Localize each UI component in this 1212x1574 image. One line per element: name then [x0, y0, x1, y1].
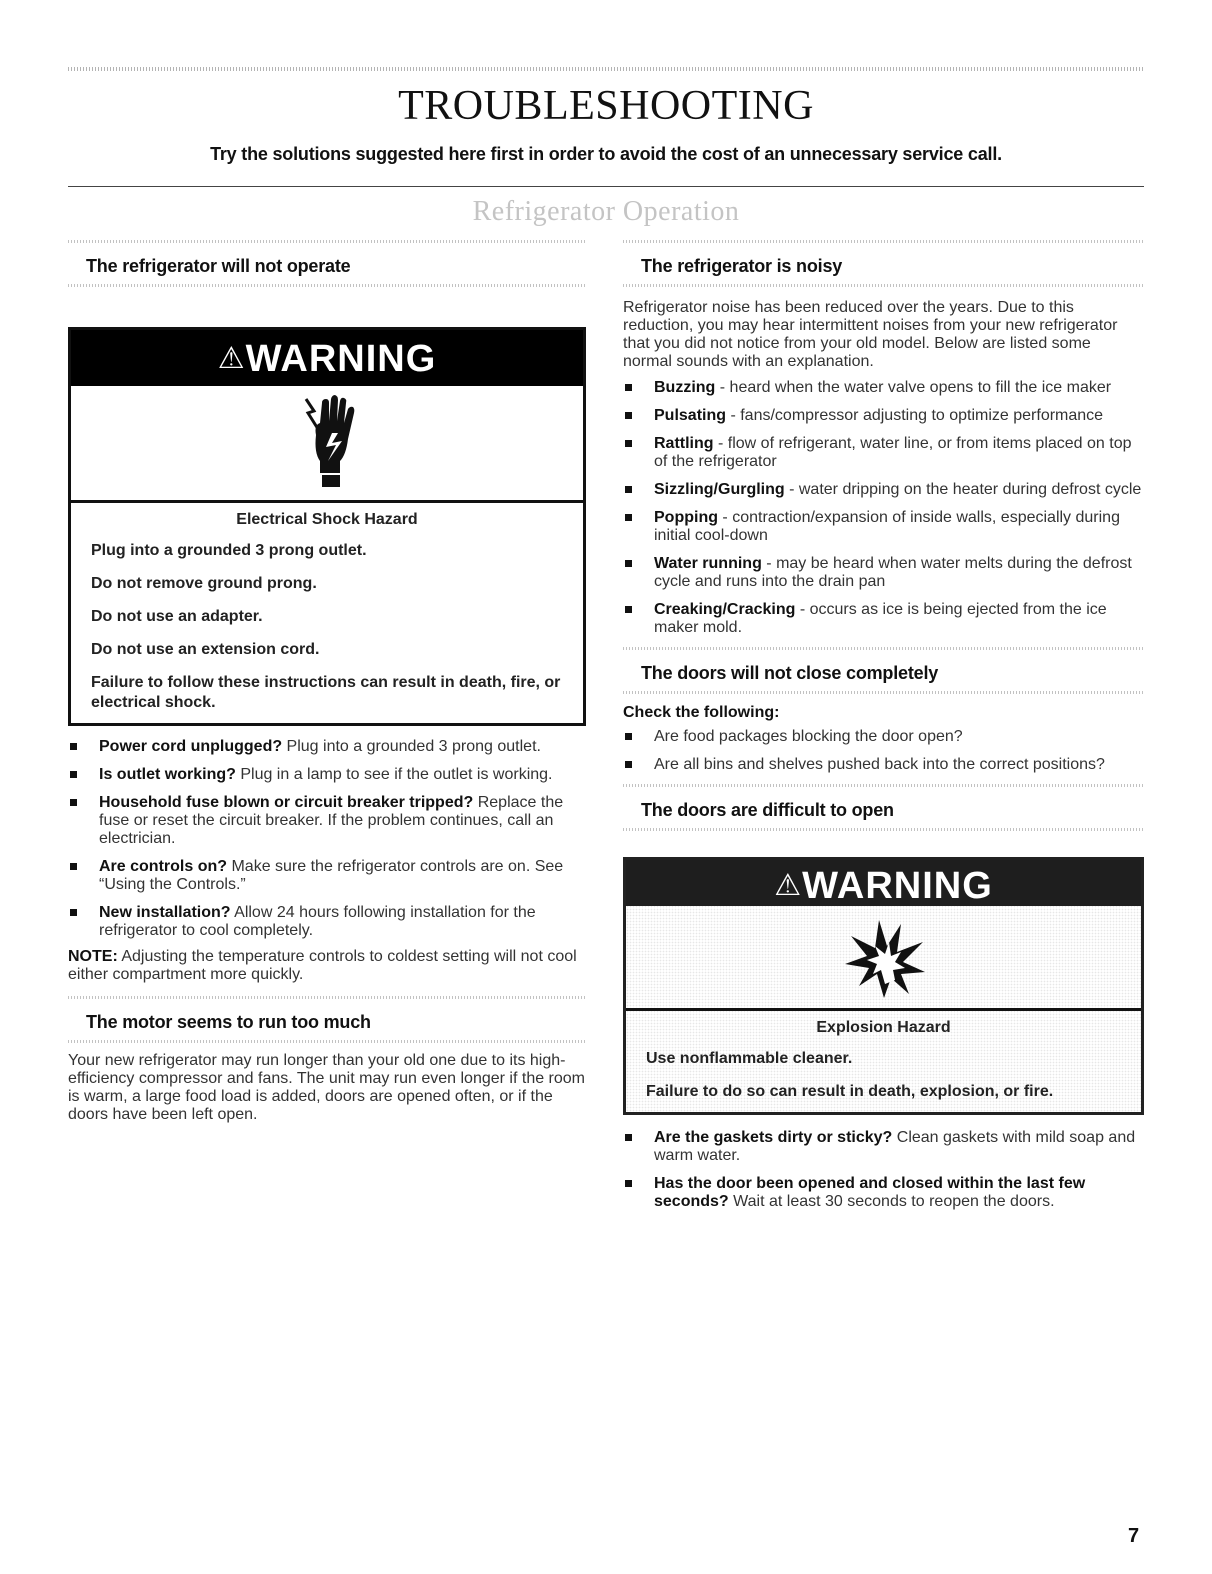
warning-line: Do not use an extension cord. [91, 641, 320, 658]
noise-list [623, 379, 1144, 637]
warning-line: Failure to follow these instructions can result in death, fire, or electrical shock. [91, 674, 561, 711]
noisy-intro: Refrigerator noise has been reduced over the years. Due to this reduction, you may hear intermittent noises from your new refrigerator that you did not notice from your old model. Below are listed some normal sounds with an explanation. [623, 299, 1118, 370]
list-item: Has the door been opened and closed within the last few seconds? Wait at least 30 seconds to reopen the doors. [623, 1175, 1144, 1211]
motor-runs-text: Your new refrigerator may run longer than your old one due to its high-efficiency compressor and fans. The unit may run even longer if the room is warm, a large food load is added, doors are opened often, or if the doors have been left open. [68, 1052, 586, 1123]
note: NOTE: Adjusting the temperature controls to coldest setting will not cool either compartment more quickly. [68, 948, 577, 983]
warning-triangle-icon: ⚠ [774, 869, 803, 902]
section-rule [623, 284, 1144, 287]
list-item: Household fuse blown or circuit breaker tripped? Replace the fuse or reset the circuit breaker. If the problem continues, call an electrician. [68, 794, 586, 848]
list-item: Popping - contraction/expansion of inside walls, especially during initial cool-down [623, 509, 1144, 545]
explosion-icon [626, 906, 1141, 1011]
warning-line: Do not remove ground prong. [91, 575, 317, 592]
warning-triangle-icon: ⚠ [217, 342, 246, 375]
section-rule [68, 284, 586, 287]
will-not-operate-list [68, 738, 586, 940]
section-rule [623, 691, 1144, 694]
list-item: Are food packages blocking the door open? [623, 728, 1144, 746]
list-item: New installation? Allow 24 hours following installation for the refrigerator to cool completely. [68, 904, 586, 940]
section-title-doors-not-close: The doors will not close completely [641, 663, 939, 683]
list-item: Water running - may be heard when water melts during the defrost cycle and runs into the drain pan [623, 555, 1144, 591]
page-number: 7 [1128, 1525, 1140, 1547]
doors-difficult-list [623, 1129, 1144, 1211]
list-item: Is outlet working? Plug in a lamp to see if the outlet is working. [68, 766, 586, 784]
list-item: Are controls on? Make sure the refrigerator controls are on. See “Using the Controls.” [68, 858, 586, 894]
right-column [623, 240, 1144, 1221]
top-hatch-rule [68, 67, 1144, 71]
page-intro: Try the solutions suggested here first in order to avoid the cost of an unnecessary service call. [210, 144, 1002, 164]
page-title: TROUBLESHOOTING [398, 83, 814, 129]
list-item: Are all bins and shelves pushed back into the correct positions? [623, 756, 1144, 774]
left-column [68, 240, 586, 1124]
intro-divider [68, 186, 1144, 187]
list-item: Are the gaskets dirty or sticky? Clean gaskets with mild soap and warm water. [623, 1129, 1144, 1165]
section-title-doors-difficult: The doors are difficult to open [641, 800, 894, 820]
electrical-shock-warning [68, 327, 586, 726]
section-rule [68, 240, 586, 243]
hazard-title: Electrical Shock Hazard [236, 511, 418, 528]
electric-shock-hand-icon [71, 386, 583, 503]
warning-line: Failure to do so can result in death, explosion, or fire. [646, 1083, 1054, 1100]
section-rule [623, 784, 1144, 787]
section-heading: Refrigerator Operation [472, 196, 740, 227]
list-item: Buzzing - heard when the water valve opens to fill the ice maker [623, 379, 1144, 397]
warning-banner [71, 330, 583, 386]
section-rule [623, 647, 1144, 650]
doors-not-close-list [623, 728, 1144, 774]
section-rule [68, 996, 586, 999]
hazard-title: Explosion Hazard [816, 1019, 951, 1036]
section-title-will-not-operate: The refrigerator will not operate [86, 256, 351, 276]
list-item: Sizzling/Gurgling - water dripping on the heater during defrost cycle [623, 481, 1144, 499]
section-title-motor-runs: The motor seems to run too much [86, 1012, 371, 1032]
section-rule [623, 240, 1144, 243]
section-title-noisy: The refrigerator is noisy [641, 256, 843, 276]
check-label: Check the following: [623, 704, 780, 721]
list-item: Pulsating - fans/compressor adjusting to optimize performance [623, 407, 1144, 425]
list-item: Rattling - flow of refrigerant, water line, or from items placed on top of the refrigerator [623, 435, 1144, 471]
section-rule [68, 1040, 586, 1043]
warning-banner [626, 860, 1141, 906]
warning-line: Do not use an adapter. [91, 608, 263, 625]
warning-line: Plug into a grounded 3 prong outlet. [91, 542, 367, 559]
warning-banner-label: WARNING [802, 865, 993, 907]
warning-banner-label: WARNING [245, 338, 437, 380]
explosion-warning [623, 857, 1144, 1115]
warning-line: Use nonflammable cleaner. [646, 1050, 853, 1067]
list-item: Power cord unplugged? Plug into a grounded 3 prong outlet. [68, 738, 586, 756]
section-rule [623, 828, 1144, 831]
list-item: Creaking/Cracking - occurs as ice is being ejected from the ice maker mold. [623, 601, 1144, 637]
